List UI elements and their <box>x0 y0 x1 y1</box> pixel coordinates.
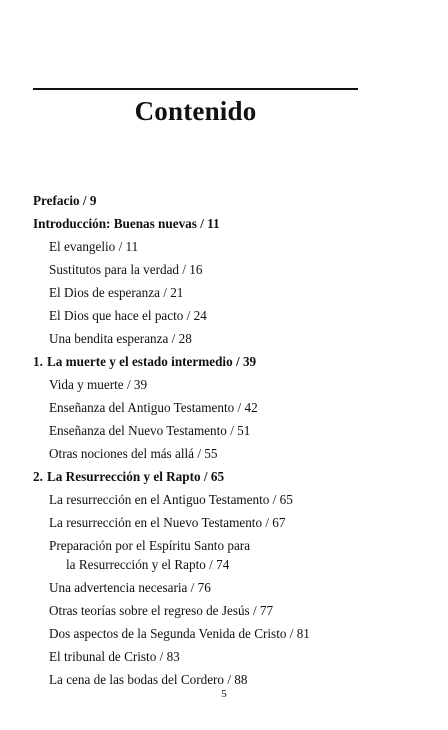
toc-entry-text: Dos aspectos de la Segunda Venida de Cristo / 81 <box>49 626 310 641</box>
toc-entry <box>49 626 310 642</box>
toc-heading <box>33 193 96 209</box>
toc-entry-text: La Resurrección y el Rapto / 65 <box>47 469 225 484</box>
toc-entry-text: Prefacio / 9 <box>33 193 97 208</box>
toc-entry <box>66 557 229 573</box>
toc-entry <box>49 285 183 301</box>
toc-entry <box>49 580 211 596</box>
toc-entry <box>49 492 293 508</box>
toc-entry-text: El Dios que hace el pacto / 24 <box>49 308 207 323</box>
toc-heading <box>33 354 256 370</box>
chapter-number: 1. <box>33 354 43 369</box>
toc-entry-text: Enseñanza del Antiguo Testamento / 42 <box>49 400 258 415</box>
toc-entry-text: Enseñanza del Nuevo Testamento / 51 <box>49 423 251 438</box>
toc-entry <box>49 308 207 324</box>
toc-entry <box>49 538 250 554</box>
toc-entry-text: Vida y muerte / 39 <box>49 377 148 392</box>
toc-entry <box>49 603 273 619</box>
toc-entry <box>49 239 138 255</box>
toc-entry <box>49 515 286 531</box>
toc-entry <box>49 377 147 393</box>
toc-entry <box>49 672 247 688</box>
page-title: Contenido <box>134 96 257 126</box>
toc-entry-text: Otras teorías sobre el regreso de Jesús / 77 <box>49 603 274 618</box>
toc-entry-text: Sustitutos para la verdad / 16 <box>49 262 203 277</box>
toc-entry <box>49 649 180 665</box>
toc-entry-text: La cena de las bodas del Cordero / 88 <box>49 672 248 687</box>
toc-entry-text: La resurrección en el Antiguo Testamento / 65 <box>49 492 293 507</box>
toc-heading <box>33 469 224 485</box>
chapter-number: 2. <box>33 469 43 484</box>
toc-entry <box>49 446 217 462</box>
title-rule <box>33 88 358 90</box>
toc-entry-text: La resurrección en el Nuevo Testamento / 67 <box>49 515 286 530</box>
toc-entry-text: la Resurrección y el Rapto / 74 <box>66 557 230 572</box>
page-number: 5 <box>221 688 227 700</box>
toc-entry-text: El Dios de esperanza / 21 <box>49 285 184 300</box>
toc-heading <box>33 216 220 232</box>
toc-entry <box>49 262 202 278</box>
toc-entry <box>49 331 192 347</box>
toc-entry-text: Una bendita esperanza / 28 <box>49 331 192 346</box>
toc-entry <box>49 400 258 416</box>
toc-entry-text: Introducción: Buenas nuevas / 11 <box>33 216 220 231</box>
toc-entry-text: Otras nociones del más allá / 55 <box>49 446 218 461</box>
toc-entry-text: El evangelio / 11 <box>49 239 139 254</box>
toc-entry-text: El tribunal de Cristo / 83 <box>49 649 180 664</box>
toc-entry <box>49 423 250 439</box>
toc-entry-text: Preparación por el Espíritu Santo para <box>49 538 251 553</box>
toc-entry-text: Una advertencia necesaria / 76 <box>49 580 211 595</box>
toc-entry-text: La muerte y el estado intermedio / 39 <box>47 354 257 369</box>
